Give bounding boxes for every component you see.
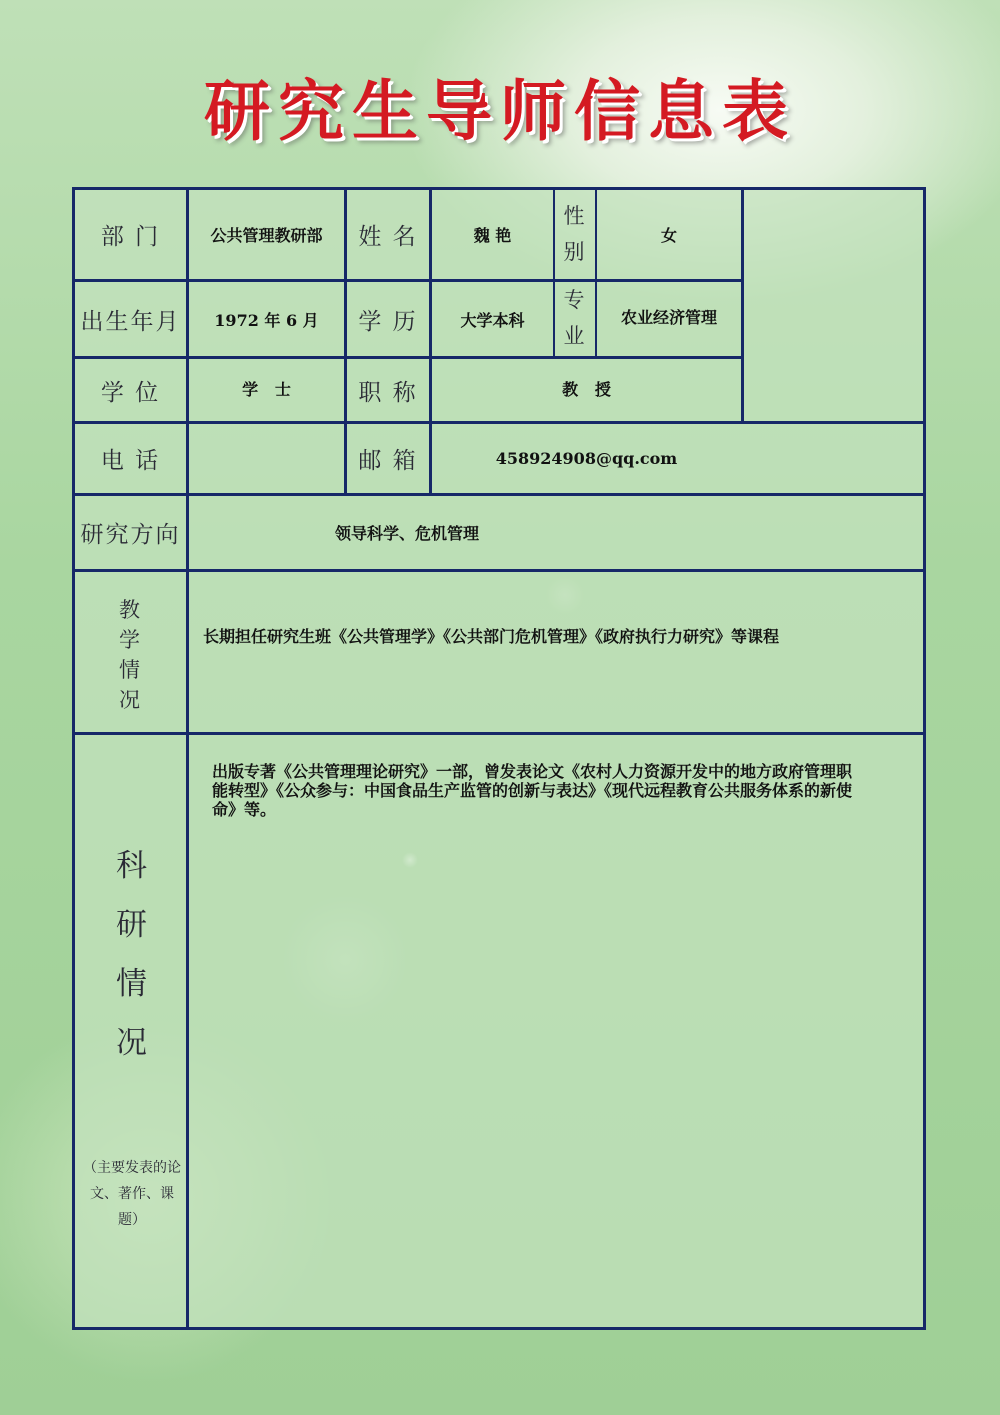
title-rank-value: 教 授 [562, 379, 611, 399]
teaching-value: 长期担任研究生班《公共管理学》《公共部门危机管理》《政府执行力研究》等课程 [203, 627, 780, 646]
education-value: 大学本科 [460, 310, 525, 330]
research-label-text: 科研情况 [116, 848, 149, 1061]
gender-label: 性别 [563, 203, 587, 264]
education-label: 学 历 [358, 308, 418, 335]
page-title: 研究生导师信息表 [204, 73, 796, 150]
birth-label: 出生年月 [80, 308, 181, 335]
degree-label: 学 位 [100, 379, 161, 406]
research-direction-value: 领导科学、危机管理 [334, 524, 479, 543]
research-direction-label: 研究方向 [80, 522, 181, 548]
email-value: 458924908@qq.com [495, 449, 678, 468]
phone-label: 电 话 [100, 448, 161, 474]
title-rank-label: 职 称 [358, 379, 418, 406]
research-label [110, 840, 154, 1070]
row-divider [72, 732, 926, 735]
name-value: 魏 艳 [473, 226, 512, 245]
table-border [923, 187, 926, 1330]
major-label: 专业 [563, 288, 587, 348]
teaching-label-text: 教学情况 [119, 598, 142, 712]
research-value: 出版专著《公共管理理论研究》一部，曾发表论文《农村人力资源开发中的地方政府管理职能转型》《公众参与：中国食品生产监管的创新与表达》《现代远程教育公共服务体系的新使命》等。 [212, 762, 853, 819]
row-divider [72, 569, 926, 572]
photo-area [744, 190, 923, 421]
teaching-label [112, 595, 148, 715]
phone-value [189, 424, 344, 493]
gender-value: 女 [660, 226, 677, 245]
degree-value: 学 士 [242, 379, 291, 399]
research-note: （主要发表的论文、著作、课题） [83, 1160, 181, 1228]
table-border [72, 1327, 926, 1330]
department-value: 公共管理教研部 [210, 226, 323, 245]
email-label: 邮 箱 [358, 448, 418, 474]
major-value: 农业经济管理 [620, 307, 717, 327]
name-label: 姓 名 [358, 224, 418, 250]
department-label: 部 门 [100, 224, 161, 250]
birth-value: 1972 年 6 月 [214, 310, 319, 330]
